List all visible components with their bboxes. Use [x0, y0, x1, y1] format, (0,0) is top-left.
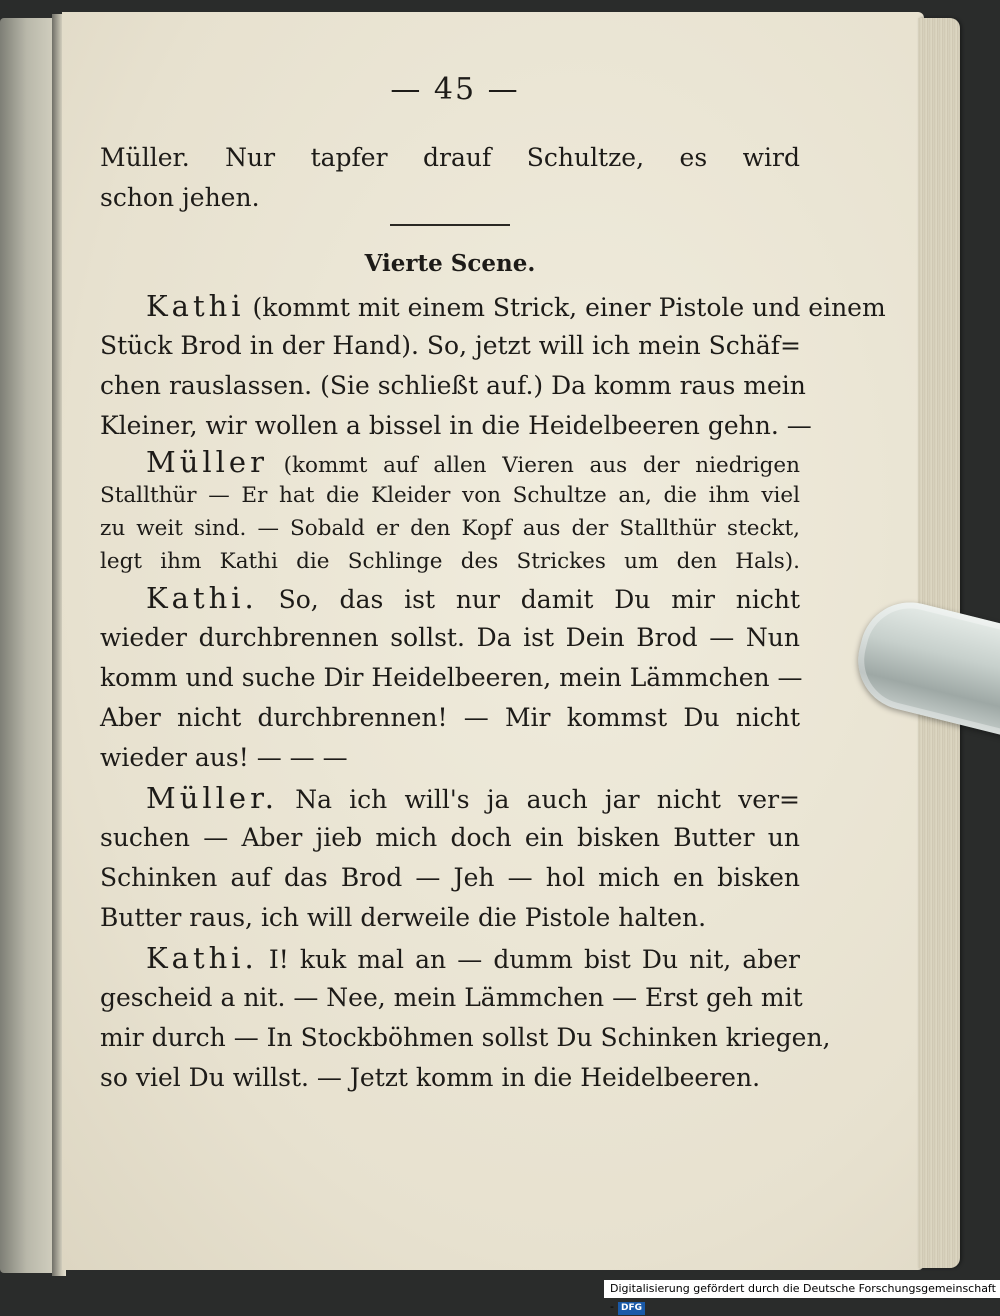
dialogue-text: I! kuk mal an — dumm bist Du nit, aber	[268, 945, 801, 974]
text-line: Aber nicht durchbrennen! — Mir kommst Du nicht	[100, 703, 800, 732]
digitization-footer	[604, 1280, 1000, 1313]
speaker-name: Kathi.	[146, 581, 258, 615]
speaker-name: Müller	[146, 445, 268, 479]
text-line: chen rauslassen. (Sie schließt auf.) Da komm raus mein	[100, 371, 806, 400]
dialogue-text: So, das ist nur damit Du mir nicht	[278, 585, 800, 614]
page-number-header: — 45 —	[390, 72, 520, 107]
text-line: Stück Brod in der Hand). So, jetzt will ich mein Schäf=	[100, 331, 801, 360]
scene-title: Vierte Scene.	[364, 250, 536, 277]
section-divider	[390, 224, 510, 226]
text-line: wieder durchbrennen sollst. Da ist Dein Brod — Nun	[100, 623, 800, 652]
left-page-edge	[0, 18, 60, 1273]
text-line: komm und suche Dir Heidelbeeren, mein Lämmchen —	[100, 663, 803, 692]
stage-direction: (kommt mit einem Strick, einer Pistole und einem	[252, 293, 886, 322]
text-line: so viel Du willst. — Jetzt komm in die Heidelbeeren.	[100, 1063, 761, 1092]
text-line: Butter raus, ich will derweile die Pistole halten.	[100, 903, 707, 932]
text-line: wieder aus! — — —	[100, 743, 348, 772]
text-line: Kleiner, wir wollen a bissel in die Heidelbeeren gehn. —	[100, 411, 812, 440]
text-line	[100, 778, 800, 818]
text-line: zu weit sind. — Sobald er den Kopf aus der Stallthür steckt,	[100, 516, 800, 541]
text-line	[100, 578, 800, 618]
text-line: mir durch — In Stockböhmen sollst Du Schinken kriegen,	[100, 1023, 831, 1052]
speaker-name: Müller.	[146, 781, 278, 815]
text-line: suchen — Aber jieb mich doch ein bisken Butter un	[100, 823, 800, 852]
text-line: Müller. Nur tapfer drauf Schultze, es wird	[100, 143, 800, 172]
dialogue-text: Na ich will's ja auch jar nicht ver=	[295, 785, 800, 814]
footer-text: Digitalisierung gefördert durch die Deutsche Forschungsgemeinschaft -	[610, 1282, 996, 1313]
text-line	[100, 938, 800, 978]
text-line: gescheid a nit. — Nee, mein Lämmchen — Erst geh mit	[100, 983, 803, 1012]
text-line: Stallthür — Er hat die Kleider von Schultze an, die ihm viel	[100, 483, 800, 508]
text-line	[100, 446, 800, 479]
text-line: legt ihm Kathi die Schlinge des Strickes um den Hals).	[100, 549, 800, 574]
page-text	[100, 138, 886, 1098]
dfg-logo: DFG	[618, 1302, 645, 1315]
text-line	[100, 286, 886, 326]
speaker-name: Kathi	[146, 289, 245, 323]
text-line: schon jehen.	[100, 183, 260, 212]
stage-direction: (kommt auf allen Vieren aus der niedrigen	[283, 453, 800, 478]
speaker-name: Kathi.	[146, 941, 258, 975]
text-line: Schinken auf das Brod — Jeh — hol mich en bisken	[100, 863, 800, 892]
